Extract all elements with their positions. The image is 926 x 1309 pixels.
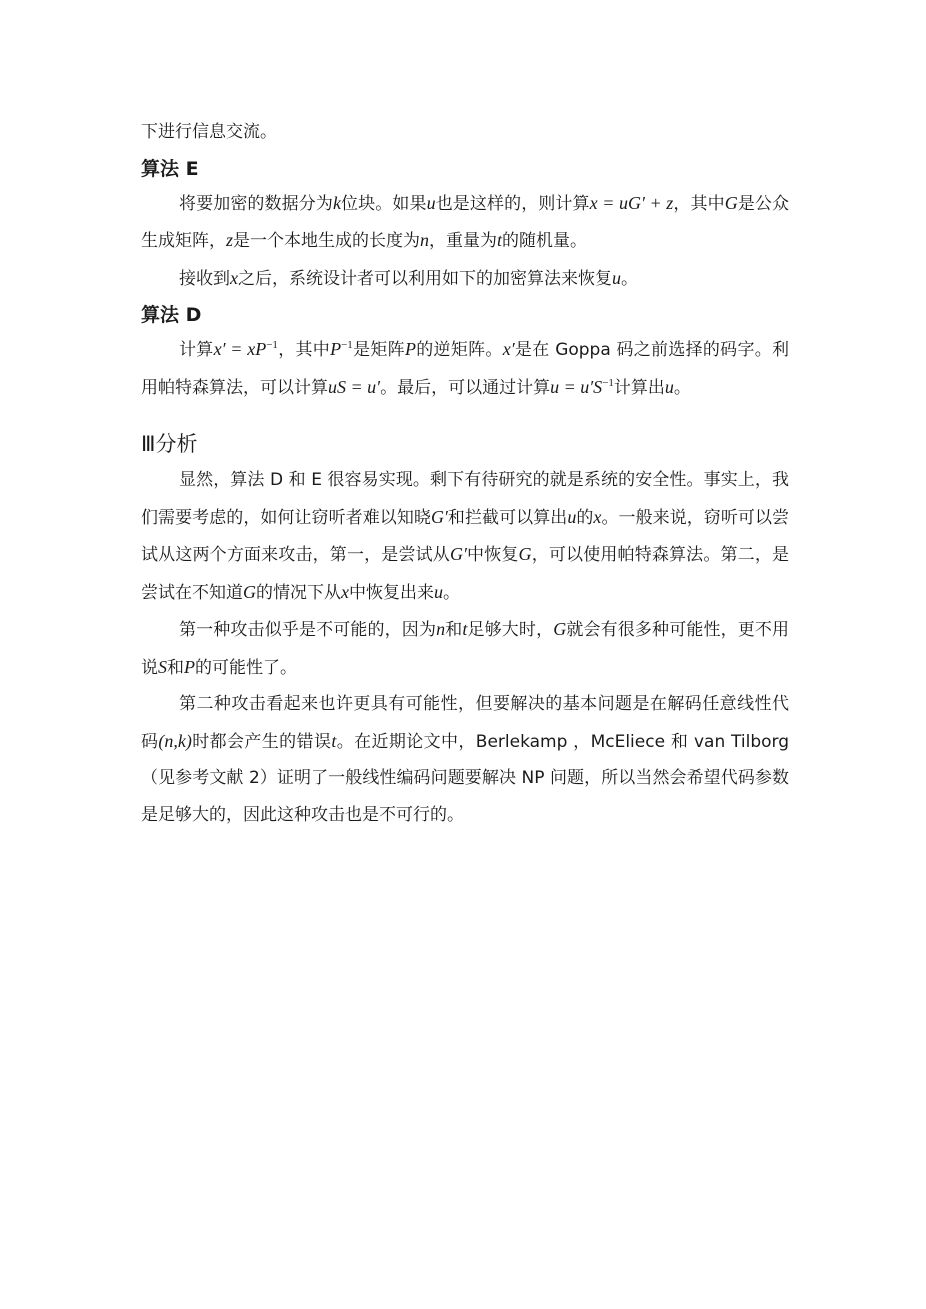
text-run: 足够大时， xyxy=(467,620,554,640)
text-run: 是在 Goppa 码之前选择的码字。利用帕特森算法，可以计算 xyxy=(141,340,790,398)
algorithm-d-heading: 算法 D xyxy=(141,304,202,326)
text-run: 。一般来说，窃听可以尝试从这两个方面来攻击，第一，是尝试从 xyxy=(141,507,790,565)
math-x: x xyxy=(230,267,238,288)
text-run: 就会有很多种可能性，更不用说 xyxy=(141,620,790,678)
algorithm-e-paragraph-1 xyxy=(141,185,789,260)
text-run: 。 xyxy=(621,268,638,289)
text-run: 。 xyxy=(673,377,691,398)
formula-patterson: uS = u′ xyxy=(328,376,381,397)
superscript: −1 xyxy=(602,376,614,389)
math-x-prime: x′ xyxy=(502,339,515,359)
math-t: t xyxy=(497,230,503,250)
math-n-k: (n,k) xyxy=(158,730,192,751)
text-run: 。在近期论文中，Berlekamp ，McEliece 和 van Tilborg（见参考文献 2）证明了一般线性编码问题要解决 NP 问题，所以当然会希望代码参数是足够大的，因此这种攻击也是不可行的。 xyxy=(141,731,790,825)
document-body xyxy=(141,114,789,833)
intro-paragraph xyxy=(141,114,789,151)
math-G: G xyxy=(724,192,738,213)
analysis-paragraph-3 xyxy=(141,686,789,833)
text-run: 是一个本地生成的长度为 xyxy=(233,231,421,251)
superscript: −1 xyxy=(341,339,353,351)
analysis-paragraph-2 xyxy=(141,611,789,686)
math-t: t xyxy=(331,730,337,751)
text-run: 显然，算法 D 和 E 很容易实现。剩下有待研究的就是系统的安全性。事实上，我们需要考虑的，如何让窃听者难以知晓 xyxy=(141,470,789,528)
text-run: 的随机量。 xyxy=(502,231,588,251)
formula-encrypt: x = uG′ + z xyxy=(589,192,674,213)
text-run: 计算出 xyxy=(613,377,665,398)
text-run: 和 xyxy=(445,620,463,640)
formula-decrypt-step1: x′ = xP xyxy=(213,339,267,359)
text-run: 中恢复 xyxy=(466,545,519,565)
text-run: 也是这样的，则计算 xyxy=(435,193,590,214)
math-P: P xyxy=(404,339,416,359)
math-G-prime: G′ xyxy=(430,506,448,527)
text-run: ，可以使用帕特森算法。第二，是尝试在不知道 xyxy=(141,545,790,603)
math-G-prime: G′ xyxy=(449,544,467,564)
text-run: ，其中 xyxy=(673,193,725,214)
math-P-inverse: P xyxy=(330,339,342,359)
analysis-paragraph-1 xyxy=(141,462,789,611)
text-run: 第二种攻击看起来也许更具有可能性，但要解决的基本问题是在解码任意线性代码 xyxy=(141,694,789,752)
math-x: x xyxy=(341,581,349,602)
math-u: u xyxy=(612,267,621,288)
math-u: u xyxy=(426,192,436,213)
text-run: ，重量为 xyxy=(429,231,498,251)
math-u: u xyxy=(664,376,674,397)
math-k: k xyxy=(332,192,341,213)
text-run: 中恢复出来 xyxy=(349,582,434,603)
math-n: n xyxy=(436,619,446,639)
text-run: 和 xyxy=(167,657,184,678)
math-S: S xyxy=(158,656,167,677)
text-run: 的可能性了。 xyxy=(195,657,297,678)
algorithm-d-paragraph xyxy=(141,331,789,406)
text-run: 和拦截可以算出 xyxy=(447,507,568,528)
text-run: 接收到 xyxy=(179,268,230,289)
text-run: 时都会产生的错误 xyxy=(191,731,332,752)
superscript: −1 xyxy=(266,339,278,351)
math-G: G xyxy=(553,619,567,639)
analysis-heading: Ⅲ分析 xyxy=(141,432,198,456)
math-u: u xyxy=(567,506,577,527)
formula-recover-u: u = u′S xyxy=(550,376,603,397)
math-G: G xyxy=(518,544,532,564)
math-z: z xyxy=(226,230,234,250)
text-run: 是公众生成矩阵， xyxy=(141,193,790,251)
text-run: 的逆矩阵。 xyxy=(415,340,503,360)
text-run: 。 xyxy=(443,582,460,603)
text-run: 之后，系统设计者可以利用如下的加密算法来恢复 xyxy=(238,268,612,289)
algorithm-e-heading: 算法 E xyxy=(141,157,199,180)
math-P: P xyxy=(184,656,195,677)
math-x: x xyxy=(593,506,602,527)
math-u: u xyxy=(434,581,443,602)
intro-text: 下进行信息交流。 xyxy=(141,122,277,142)
math-t: t xyxy=(462,619,468,639)
text-run: 将要加密的数据分为 xyxy=(179,193,333,214)
text-run: ，其中 xyxy=(277,340,331,360)
text-run: 是矩阵 xyxy=(352,340,405,360)
text-run: 位块。如果 xyxy=(340,193,427,214)
math-G: G xyxy=(243,581,256,602)
text-run: 的情况下从 xyxy=(256,582,341,603)
math-n: n xyxy=(420,230,430,250)
text-run: 第一种攻击似乎是不可能的，因为 xyxy=(179,620,437,640)
algorithm-e-paragraph-2 xyxy=(141,260,789,298)
text-run: 的 xyxy=(576,507,594,528)
text-run: 。最后，可以通过计算 xyxy=(380,377,551,398)
text-run: 计算 xyxy=(179,340,214,360)
